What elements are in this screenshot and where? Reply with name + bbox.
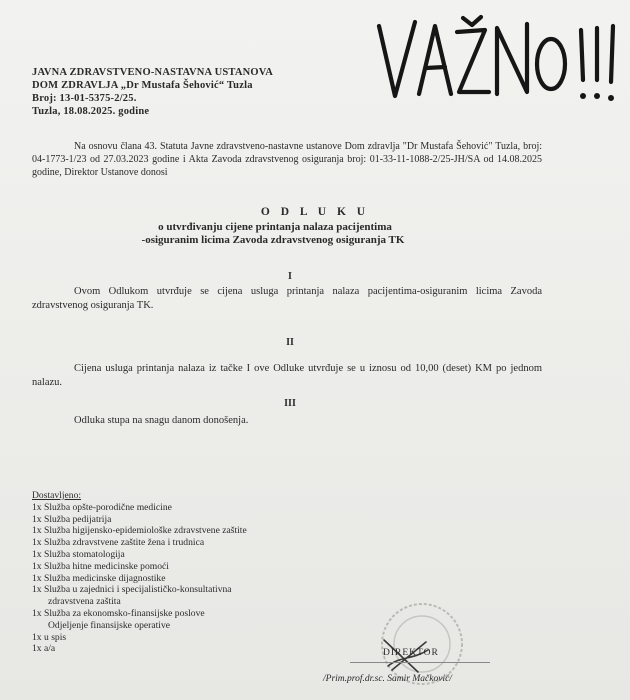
decision-subtitle-2: -osiguranim licima Zavoda zdravstvenog osiguranja TK — [141, 234, 405, 246]
header-line-3: Broj: 13-01-5375-2/25. — [32, 93, 137, 104]
list-item: 1x Služba zdravstvene zaštite žena i trudnica — [32, 537, 205, 549]
list-item: zdravstvena zaštita — [48, 596, 121, 608]
signatory-role: DIREKTOR — [383, 648, 439, 658]
institution-header — [32, 66, 273, 118]
list-item: Odjeljenje finansijske operative — [48, 619, 171, 631]
list-item: 1x u spis — [32, 631, 67, 643]
list-item: 1x Služba u zajednici i specijalističko-konsultativna — [32, 584, 232, 596]
section-number-1: I — [288, 271, 292, 282]
distribution-list — [32, 490, 247, 655]
distribution-heading: Dostavljeno: — [32, 490, 82, 501]
section-number-3: III — [284, 398, 296, 409]
header-line-2: DOM ZDRAVLJA „Dr Mustafa Šehović“ Tuzla — [32, 80, 253, 91]
list-item: 1x Služba pedijatrija — [32, 513, 112, 525]
list-item: 1x Služba za ekonomsko-finansijske poslove — [32, 607, 205, 619]
list-item: 1x Služba hitne medicinske pomoći — [32, 560, 169, 572]
decision-subtitle-1: o utvrđivanju cijene printanja nalaza pacijentima — [158, 221, 392, 233]
signature-line — [350, 662, 490, 663]
header-line-1: JAVNA ZDRAVSTVENO-NASTAVNA USTANOVA — [32, 67, 273, 78]
section-text-2: Cijena usluga printanja nalaza iz tačke I ove Odluke utvrđuje se u iznosu od 10,00 (deset) KM po jednom nalazu. — [32, 363, 542, 388]
section-text-3: Odluka stupa na snagu danom donošenja. — [74, 415, 249, 426]
decision-title: O D L U K U — [260, 206, 370, 218]
list-item: 1x Služba stomatologija — [32, 548, 125, 560]
list-item: 1x Služba opšte-porodične medicine — [32, 501, 172, 513]
section-text-1: Ovom Odlukom utvrđuje se cijena usluga printanja nalaza pacijentima-osiguranim licima Zavoda zdravstvenog osiguranja TK. — [32, 286, 542, 311]
list-item: 1x Služba higijensko-epidemiološke zdravstvene zaštite — [32, 525, 247, 537]
header-line-4: Tuzla, 18.08.2025. godine — [32, 106, 150, 117]
handwritten-note — [375, 12, 625, 112]
signatory-name: /Prim.prof.dr.sc. Samir Mačković/ — [323, 674, 452, 684]
list-item: 1x a/a — [32, 643, 56, 655]
intro-paragraph: Na osnovu člana 43. Statuta Javne zdravstveno-nastavne ustanove Dom zdravlja "Dr Mustafa Šehović" Tuzla, broj: 04-1773-1/23 od 27.03.2023 godine i Akta Zavoda zdravstvenog osiguranja broj: 01-33-11-1088-2/25-JH/SA od 14.08.2025 godine, Direktor Ustanove donosi — [32, 141, 542, 178]
list-item: 1x Služba medicinske dijagnostike — [32, 572, 166, 584]
section-number-2: II — [286, 337, 294, 348]
